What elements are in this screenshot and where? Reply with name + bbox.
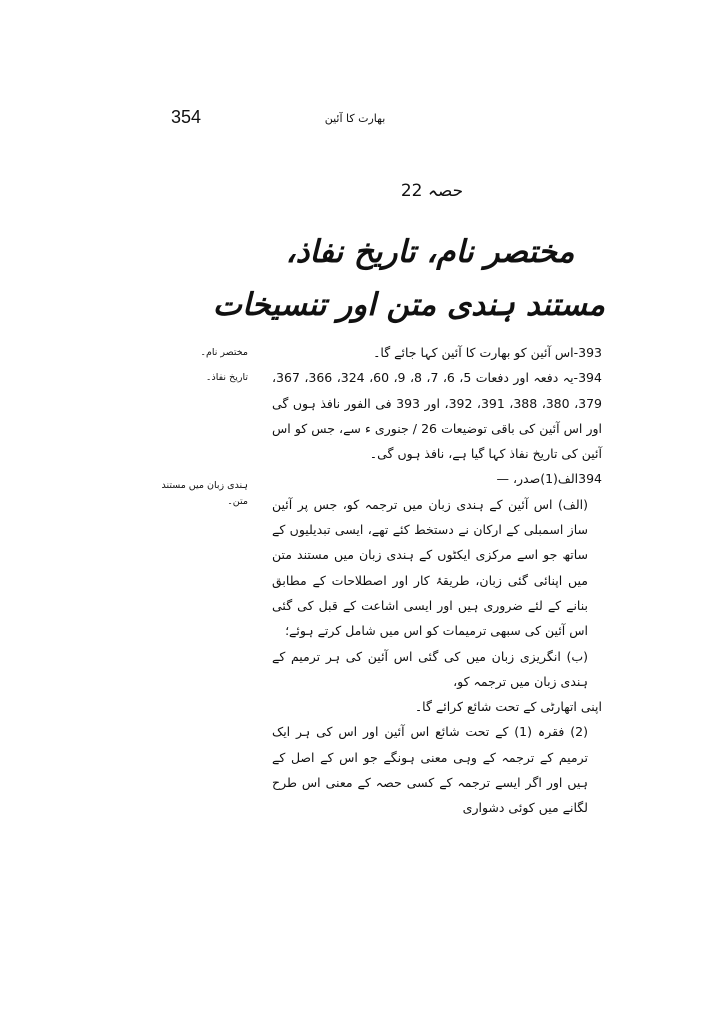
part-title (212, 226, 605, 332)
section-394a-heading: 394الف(1)صدر، — (496, 471, 602, 487)
margin-note-hindi-text: ہندی زبان میں مستند متن۔ (161, 480, 248, 507)
margin-note-short-title: مختصر نام۔ (200, 347, 248, 358)
section-394a-subsection-2: (2) فقرہ (1) کے تحت شائع اس آئین اور اس کی ہر ایک ترمیم کے ترجمہ کے وہی معنی ہونگے جو اس کے اصل کے ہیں اور اگر ایسے ترجمہ کے کسی حصہ کے معنی اس طرح لگانے میں کوئی دشواری (272, 724, 588, 816)
section-394a-clause-be: (ب) انگریزی زبان میں کی گئی اس آئین کی ہر ترمیم کے ہندی زبان میں ترجمہ کو، (272, 648, 588, 689)
main-text (272, 340, 602, 821)
section-394: 394-یہ دفعہ اور دفعات 5، 6، 7، 8، 9، 60، 324، 366، 367، 379، 380، 388، 391، 392، اور 393 فی الفور نافذ ہوں گی اور اس آئین کی باقی توضیعات 26 / جنوری ء سے، جس کو اس آئین کی تاریخ نفاذ کہا گیا ہے، نافذ ہوں گی۔ (272, 370, 602, 462)
section-393: 393-اس آئین کو بھارت کا آئین کہا جائے گا۔ (373, 345, 602, 360)
page-number: 354 (171, 107, 202, 127)
part-heading: حصہ 22 (400, 181, 464, 201)
margin-note-commencement: تاریخ نفاذ۔ (205, 372, 248, 383)
section-394a-tail: اپنی اتھارٹی کے تحت شائع کرائے گا۔ (414, 699, 602, 715)
running-header: بھارت کا آئین (324, 112, 386, 125)
part-title-line-2: مستند ہندی متن اور تنسیخات (212, 287, 605, 323)
part-title-line-1: مختصر نام، تاریخ نفاذ، (285, 234, 575, 270)
section-394a-clause-alif: (الف) اس آئین کے ہندی زبان میں ترجمہ کو، جس پر آئین ساز اسمبلی کے ارکان نے دستخط کئے تھے، ایسی تبدیلیوں کے ساتھ جو اسے مرکزی ایکٹوں کے ہندی زبان میں مستند متن میں اپنائی گئی زبان، طریقۂ کار اور اصطلاحات کے مطابق بنانے کے لئے ضروری ہیں اور ایسی اشاعت کے قبل کی گئی اس آئین کی سبھی ترمیمات کو اس میں شامل کرتے ہوئے؛ (272, 496, 588, 639)
